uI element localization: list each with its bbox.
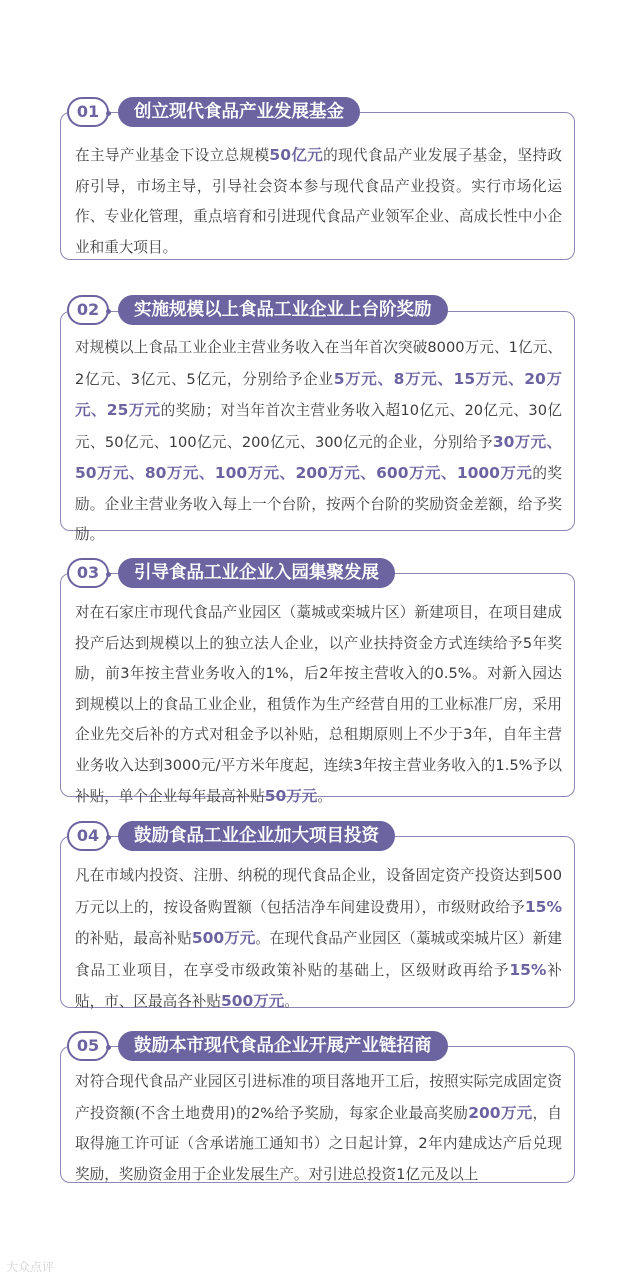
body-text: 。 xyxy=(284,993,299,1010)
body-text: 的奖励。企业主营业务收入每上一个台阶，按两个台阶的奖励资金差额，给予奖励。 xyxy=(75,465,562,543)
highlight-amount: 500万元 xyxy=(191,929,256,947)
body-text: 对规模以上食品工业企业主营业务收入在当年首次突破8000万元、1亿元、2亿元、3亿元、5亿元，分别给予企业 xyxy=(75,339,562,388)
section-number-badge-2: 02 xyxy=(67,295,109,325)
highlight-amount: 200万元 xyxy=(468,1103,533,1122)
section-number-badge-5: 05 xyxy=(67,1031,109,1061)
highlight-amount: 30万元、50万元、80万元、100万元、200万元、600万元、1000万元 xyxy=(75,432,563,482)
highlight-amount: 15% xyxy=(524,897,562,916)
policy-card-5 xyxy=(60,1046,575,1183)
body-text: 对符合现代食品产业园区引进标准的项目落地开工后，按照实际完成固定资产投资额(不含土地费用)的2%给予奖励，每家企业最高奖励 xyxy=(75,1073,562,1122)
body-text: 的奖励；对当年首次主营业务收入超10亿元、20亿元、30亿元、50亿元、100亿元、200亿元、300亿元的企业，分别给予 xyxy=(75,402,562,451)
section-number-badge-3: 03 xyxy=(67,558,109,588)
section-title-1: 创立现代食品产业发展基金 xyxy=(118,97,360,127)
body-text: 的现代食品产业发展子基金，坚持政府引导，市场主导，引导社会资本参与现代食品产业投资。实行市场化运作、专业化管理，重点培育和引进现代食品产业领军企业、高成长性中小企业和重大项目。 xyxy=(75,147,562,256)
policy-body-2 xyxy=(75,333,562,551)
highlight-amount: 5万元、8万元、15万元、20万元、25万元 xyxy=(75,369,563,419)
policy-card-2 xyxy=(60,311,575,543)
body-text: ，自取得施工许可证（含承诺施工通知书）之日起计算，2年内建成达产后兑现奖励，奖励资金用于企业发展生产。对引进总投资1亿元及以上 xyxy=(75,1104,562,1183)
highlight-amount: 50万元 xyxy=(264,787,318,805)
section-title-4: 鼓励食品工业企业加大项目投资 xyxy=(118,821,395,851)
section-title-3: 引导食品工业企业入园集聚发展 xyxy=(118,558,395,588)
policy-body-3 xyxy=(75,598,562,813)
body-text: 在主导产业基金下设立总规模 xyxy=(75,147,270,164)
section-title-5: 鼓励本市现代食品企业开展产业链招商 xyxy=(118,1031,448,1061)
section-number-badge-1: 01 xyxy=(67,97,109,127)
body-text: 。在现代食品产业园区（藁城或栾城片区）新建食品工业项目，在享受市级政策补贴的基础上，区级财政再给予 xyxy=(75,930,562,979)
policy-body-4 xyxy=(75,861,562,1018)
body-text: 凡在市域内投资、注册、纳税的现代食品企业，设备固定资产投资达到500万元以上的，按设备购置额（包括洁净车间建设费用），市级财政给予 xyxy=(75,867,562,916)
body-text: 的补贴，最高补贴 xyxy=(75,930,192,947)
policy-body-1 xyxy=(75,140,562,263)
body-text: 。 xyxy=(317,788,332,805)
policy-card-1 xyxy=(60,112,575,260)
watermark: 大众点评 xyxy=(6,1260,55,1274)
body-text: 对在石家庄市现代食品产业园区（藁城或栾城片区）新建项目，在项目建成投产后达到规模以上的独立法人企业，以产业扶持资金方式连续给予5年奖励，前3年按主营业务收入的1%，后2年按主营收入的0.5%。对新入园达到规模以上的食品工业企业，租赁作为生产经营自用的工业标准厂房，采用企业先交后补的方式对租金予以补贴，总租期原则上不少于3年，自年主营业务收入达到3000元/平方米年度起，连续3年按主营业务收入的1.5%予以补贴，单个企业每年最高补贴 xyxy=(75,604,562,805)
highlight-amount: 15% xyxy=(509,960,547,979)
section-number-badge-4: 04 xyxy=(67,821,109,851)
body-text: 补贴，市、区最高各补贴 xyxy=(75,961,562,1010)
policy-card-3 xyxy=(60,573,575,805)
highlight-amount: 50亿元 xyxy=(269,146,324,164)
policy-body-5 xyxy=(75,1067,562,1190)
policy-card-4 xyxy=(60,836,575,1008)
highlight-amount: 500万元 xyxy=(220,992,285,1010)
section-title-2: 实施规模以上食品工业企业上台阶奖励 xyxy=(118,295,448,325)
